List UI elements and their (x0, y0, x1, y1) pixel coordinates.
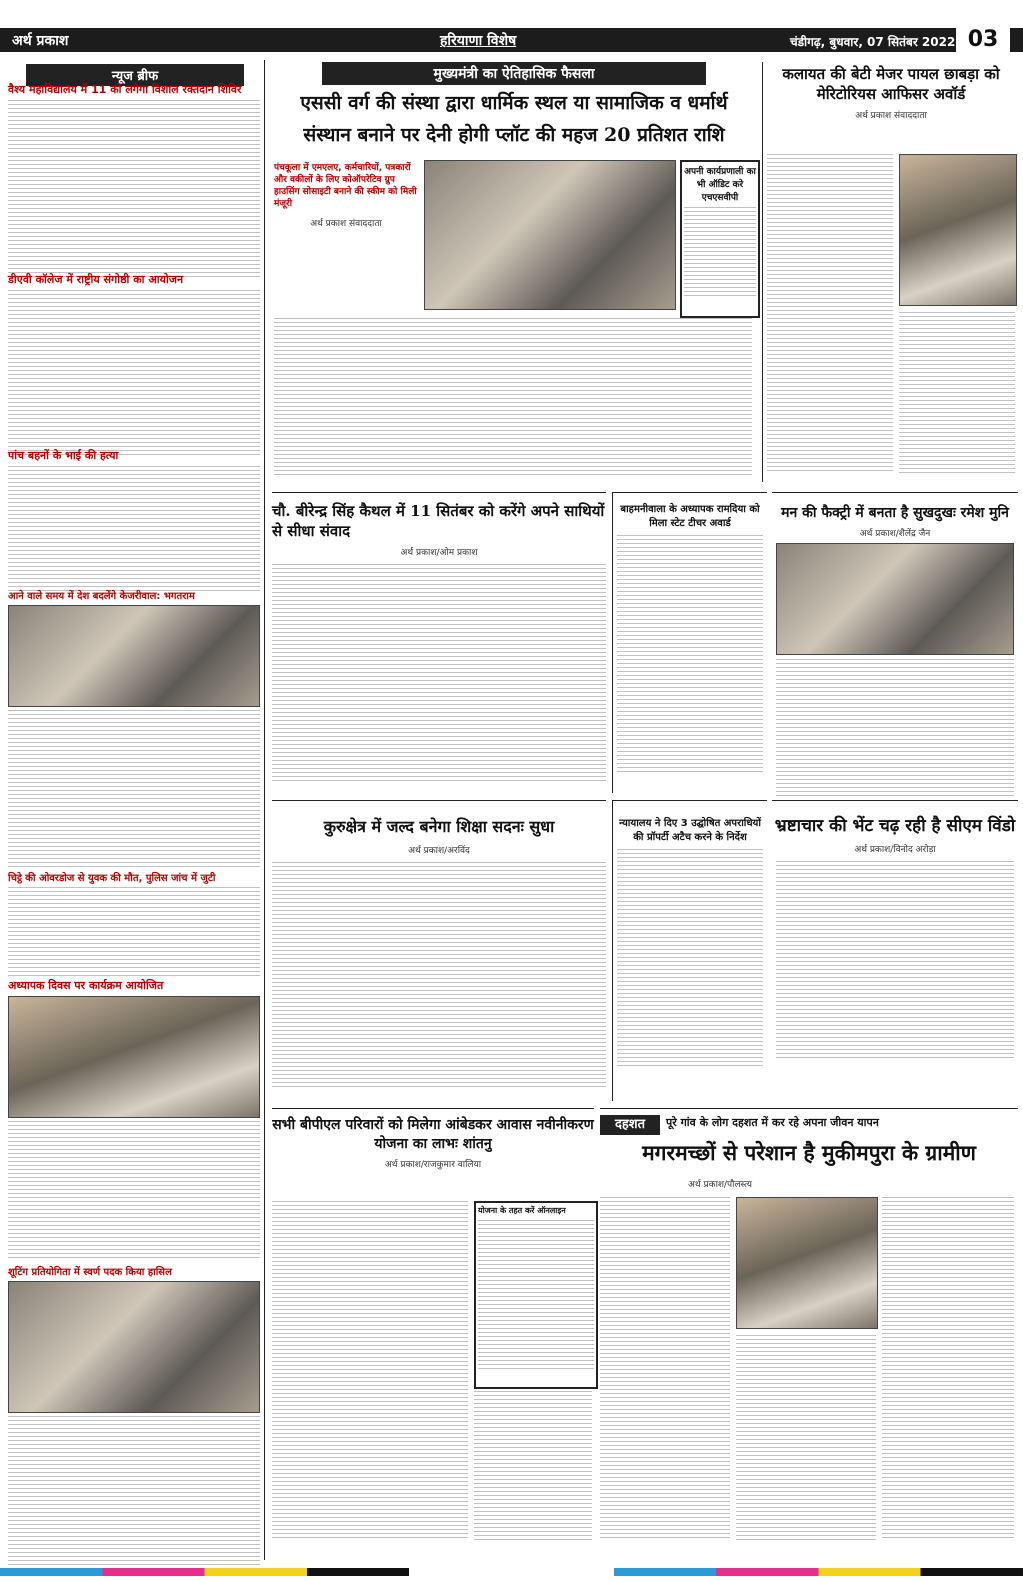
croc-photo (736, 1197, 878, 1329)
brief-photo (8, 605, 260, 707)
croc-body-2 (736, 1335, 876, 1541)
news-brief-column (6, 60, 265, 1560)
shiksha-story (272, 800, 606, 1101)
court-body (617, 849, 763, 1069)
page-number: 03 (956, 26, 1010, 54)
muni-headline: मन की फैक्ट्री में बनता है सुखदुखः रमेश मुनि (781, 505, 1009, 521)
corruption-body (776, 861, 1014, 1061)
shiksha-body (272, 862, 606, 1088)
muni-story (772, 492, 1018, 793)
croc-kicker: पूरे गांव के लोग दहशत में कर रहे अपना जीवन यापन (666, 1116, 879, 1129)
brief-item: अध्यापक दिवस पर कार्यक्रम आयोजित (8, 978, 260, 1261)
lead-headline-1: एससी वर्ग की संस्था द्वारा धार्मिक स्थल या सामाजिक व धर्मार्थ (300, 92, 728, 114)
brief-photo (8, 996, 260, 1118)
birender-story (272, 492, 606, 793)
payal-story (762, 62, 1019, 482)
croc-tag: दहशत (600, 1115, 660, 1135)
payal-headline: कलायत की बेटी मेजर पायल छाबड़ा को मेरिटोरियस आफिसर अवॉर्ड (782, 65, 1000, 103)
awas-body-2 (474, 1391, 592, 1541)
payal-body-2 (899, 312, 1015, 474)
brief-item: डीएवी कॉलेज में राष्ट्रीय संगोष्ठी का आयोजन (8, 272, 260, 456)
lead-kicker: मुख्यमंत्री का ऐतिहासिक फैसला (322, 62, 706, 85)
muni-body (776, 659, 1014, 799)
court-headline: न्यायालय ने दिए 3 उद्घोषित अपराधियों की प्रॉपर्टी अटैच करने के निर्देश (619, 818, 761, 843)
section-title: हरियाणा विशेष (440, 33, 517, 49)
croc-body (600, 1197, 730, 1541)
croc-body-3 (882, 1197, 1014, 1541)
muni-byline: अर्थ प्रकाश/शैलेंद्र जैन (859, 529, 931, 539)
payal-byline: अर्थ प्रकाश संवाददाता (855, 111, 927, 121)
masthead (0, 0, 1023, 58)
lead-body (274, 318, 752, 478)
news-brief-label: न्यूज ब्रीफ (26, 64, 244, 86)
brief-item: वैश्य महाविद्यालय में 11 को लगेगा विशाल रक्तदान शिविर (8, 82, 260, 280)
corruption-headline: भ्रष्टाचार की भेंट चढ़ रही है सीएम विंडो (774, 816, 1016, 836)
payal-body (767, 154, 893, 474)
shiksha-headline: कुरुक्षेत्र में जल्द बनेगा शिक्षा सदनः सुधा (323, 817, 555, 836)
award-headline: बाहमनीवाला के अध्यापक रामदिया को मिला स्टेट टीचर अवार्ड (620, 504, 760, 529)
lead-headline-2: संस्थान बनाने पर देनी होगी प्लॉट की महज 20 प्रतिशत राशि (303, 124, 725, 146)
awas-byline: अर्थ प्रकाश/राजकुमार वालिया (384, 1160, 482, 1170)
registration-bar (0, 1568, 1023, 1576)
croc-headline: मगरमच्छों से परेशान है मुकीमपुरा के ग्रामीण (642, 1140, 976, 1165)
birender-body (272, 564, 606, 784)
awas-box: योजना के तहत करें ऑनलाइन (474, 1201, 598, 1389)
awas-body (272, 1201, 468, 1541)
award-story (612, 492, 767, 793)
awas-story (272, 1108, 594, 1559)
court-story (612, 800, 767, 1101)
lead-byline: अर्थ प्रकाश संवाददाता (310, 219, 382, 229)
corruption-story (772, 800, 1018, 1101)
lead-story (272, 62, 756, 482)
paper-name: अर्थ प्रकाश (12, 33, 69, 49)
brief-item: आने वाले समय में देश बदलेंगे केजरीवाल: भगतराम (8, 588, 260, 870)
brief-item: पांच बहनों के भाई की हत्या (8, 448, 260, 592)
payal-photo (899, 154, 1017, 306)
brief-photo (8, 1281, 260, 1413)
dateline: चंडीगढ़, बुधवार, 07 सितंबर 2022 (790, 35, 956, 49)
lead-bullets: पंचकूला में एमएलए, कर्मचारियों, पत्रकारों और वकीलों के लिए कोऑपरेटिव ग्रुप हाउसिंग सोसाइटी बनाने की स्कीम को मिली मंजूरी अर्थ प्रकाश संवाददाता (274, 163, 417, 229)
shiksha-byline: अर्थ प्रकाश/अरविंद (408, 846, 470, 856)
lead-photo (424, 160, 676, 310)
lead-sidebox: अपनी कार्यप्रणाली का भी ऑडिट करे एचएसवीपी (680, 160, 760, 318)
croc-story (600, 1108, 1018, 1559)
croc-byline: अर्थ प्रकाश/पौलस्त्य (688, 1180, 752, 1190)
birender-headline: चौ. बीरेन्द्र सिंह कैथल में 11 सितंबर को करेंगे अपने साथियों से सीधा संवाद (272, 502, 605, 540)
awas-headline: सभी बीपीएल परिवारों को मिलेगा आंबेडकर आवास नवीनीकरण योजना का लाभः शांतनु (272, 1117, 594, 1152)
muni-photo (776, 543, 1014, 655)
brief-item: चिट्ठे की ओवरडोज से युवक की मौत, पुलिस जांच में जुटी (8, 870, 260, 979)
corruption-byline: अर्थ प्रकाश/विनोद अरोड़ा (854, 845, 936, 855)
award-body (617, 535, 763, 775)
brief-item: शूटिंग प्रतियोगिता में स्वर्ण पदक किया हासिल (8, 1264, 260, 1566)
birender-byline: अर्थ प्रकाश/ओम प्रकाश (400, 548, 478, 558)
